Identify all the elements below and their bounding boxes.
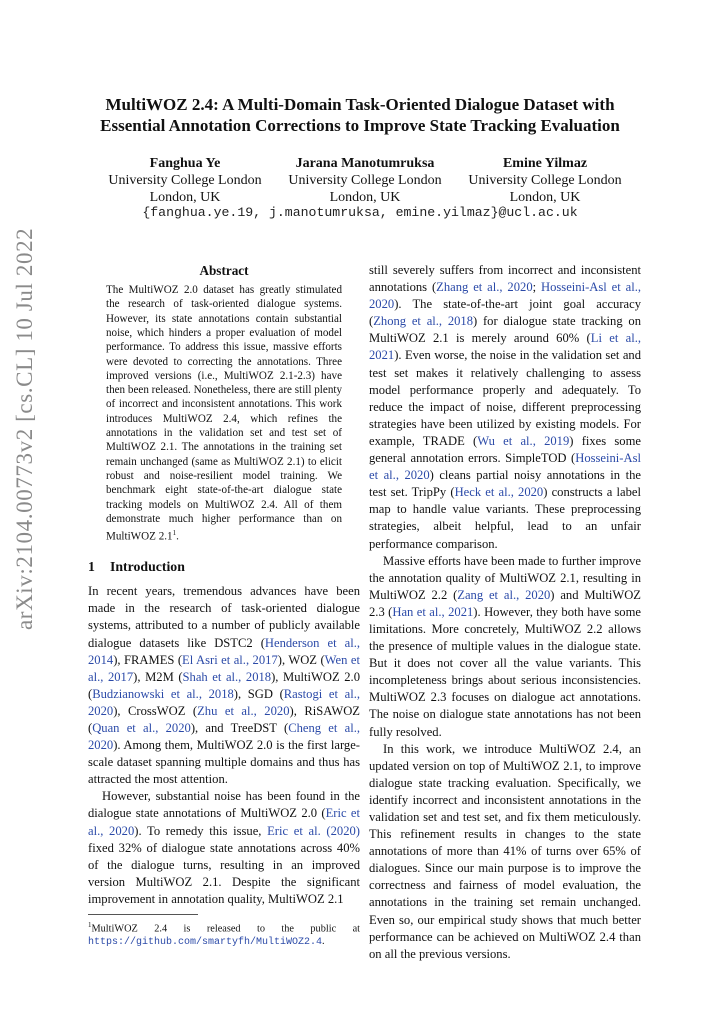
author-location: London, UK: [149, 190, 221, 205]
abstract-body: The MultiWOZ 2.0 dataset has greatly stimulated the research of task-oriented dialogue systems. However, its state annotations contain substantial noise, which hinders a proper evaluation of model performance. To address this issue, massive efforts were devoted to correcting the annotations. Three improved versions (i.e., MultiWOZ 2.1-2.3) have then been released. Nonetheless, there are still plenty of incorrect and inconsistent annotations. This work introduces MultiWOZ 2.4, which refines the annotations in the validation set and test set of MultiWOZ 2.1. The annotations in the training set remain unchanged (same as MultiWOZ 2.1) to elicit robust and noise-resilient model training. We benchmark eight state-of-the-art dialogue state tracking models on MultiWOZ 2.4. All of them demonstrate much higher performance than on MultiWOZ $2.1^1$.: [106, 284, 342, 543]
right-paragraph-3: [369, 741, 641, 963]
paragraph-text: ), CrossWOZ (: [113, 703, 198, 718]
title-line-1: MultiWOZ 2.4: A Multi-Domain Task-Oriented Dialogue Dataset with: [105, 95, 615, 114]
paragraph-text: ). Among them, MultiWOZ 2.0 is the first large-scale dataset spanning multiple domains and thus has attracted the most attention.: [88, 738, 360, 787]
author-1: [95, 155, 275, 206]
citation-link[interactable]: Hosseini-Asl et al., 2020: [369, 451, 641, 483]
paragraph-text: ), MultiWOZ 2.0 (: [88, 669, 360, 701]
citation-link[interactable]: Han et al., 2021: [392, 604, 474, 619]
citation-link[interactable]: Quan et al., 2020: [92, 720, 191, 735]
citation-link[interactable]: Wu et al., 2019: [477, 433, 570, 448]
paragraph-text: However, substantial noise has been found in the dialogue state annotations of MultiWOZ 2.0 (: [88, 789, 360, 821]
citation-link[interactable]: Eric et al., 2020: [88, 806, 360, 838]
citation-link[interactable]: Zang et al., 2020: [457, 587, 551, 602]
paragraph-text: ), and TreeDST (: [190, 720, 289, 735]
citation-link[interactable]: Zhang et al., 2020: [436, 280, 533, 295]
footnote-divider: [88, 914, 198, 915]
footnote-ref[interactable]: 1: [172, 529, 177, 538]
paragraph-text: ), RiSAWOZ (: [88, 703, 360, 735]
paragraph-text: Massive efforts have been made to further improve the annotation quality of MultiWOZ 2.1, resulting in MultiWOZ 2.2 (: [369, 553, 641, 602]
citation-link[interactable]: El Asri et al., 2017: [182, 652, 278, 667]
footnote-text: MultiWOZ 2.4 is released to the public at: [91, 923, 360, 935]
citation-link[interactable]: Shah et al., 2018: [182, 669, 272, 684]
paragraph-text: ) and MultiWOZ 2.3 (: [369, 587, 641, 619]
paragraph-text: fixed 32% of dialogue state annotations across 40% of the dialogue turns, resulting in an improved version MultiWOZ 2.1. Despite the significant improvement in annotation quality, MultiWOZ 2.1: [88, 840, 360, 906]
citation-link[interactable]: Hosseini-Asl et al., 2020: [369, 280, 642, 312]
author-affiliation: University College London: [108, 173, 262, 188]
right-paragraph-2: [369, 553, 641, 741]
footnote: [88, 919, 360, 949]
author-name: Jarana Manotumruksa: [295, 156, 435, 171]
citation-link[interactable]: Budzianowski et al., 2018: [92, 686, 234, 701]
author-2: [275, 155, 455, 206]
paragraph-text: still severely suffers from incorrect and inconsistent annotations (: [369, 263, 641, 295]
footnote-mark: 1: [88, 921, 92, 929]
left-column: [88, 262, 360, 949]
paragraph-text: ). The state-of-the-art joint goal accuracy (: [369, 297, 641, 329]
intro-paragraph-1: [88, 583, 360, 788]
author-location: London, UK: [329, 190, 401, 205]
citation-link[interactable]: Henderson et al., 2014: [88, 635, 360, 667]
author-3: [455, 155, 635, 206]
citation-link[interactable]: Eric et al. (2020): [267, 823, 360, 838]
section-heading: [88, 558, 360, 575]
abstract-heading: Abstract: [199, 263, 249, 278]
citation-link[interactable]: Wen et al., 2017: [88, 652, 360, 684]
paragraph-text: ) cleans partial noisy annotations in the test set. TripPy (: [369, 468, 641, 500]
paragraph-text: ), FRAMES (: [113, 652, 183, 667]
intro-paragraph-2: [88, 788, 360, 908]
paragraph-text: ), M2M (: [133, 669, 183, 684]
paper-title: [60, 94, 660, 136]
citation-link[interactable]: Cheng et al., 2020: [88, 720, 360, 753]
paragraph-text: ;: [532, 280, 542, 295]
citation-link[interactable]: Heck et al., 2020: [454, 485, 544, 500]
citation-link[interactable]: Zhu et al., 2020: [197, 703, 290, 718]
author-name: Fanghua Ye: [149, 156, 221, 171]
section-number: 1: [88, 559, 95, 575]
footnote-url-link[interactable]: https://github.com/smartyfh/MultiWOZ2.4: [88, 937, 323, 949]
author-name: Emine Yilmaz: [502, 156, 588, 171]
paragraph-text: ) constructs a label map to handle value variants. These preprocessing strategies, albeit helpful, lead to an unfair performance comparison.: [369, 485, 641, 551]
paragraph-text: ) for dialogue state tracking on MultiWOZ 2.1 is merely around 60% (: [369, 314, 641, 346]
author-emails: {fanghua.ye.19, j.manotumruksa, emine.yilmaz}@ucl.ac.uk: [142, 205, 578, 220]
author-affiliation: University College London: [288, 173, 442, 188]
paragraph-text: In recent years, tremendous advances have been made in the research of task-oriented dialogue systems, attributed to a number of publicly available dialogue datasets like DSTC2 (: [88, 584, 360, 650]
paragraph-text: ) fixes some general annotation errors. SimpleTOD (: [369, 433, 641, 466]
section-title: Introduction: [110, 559, 185, 575]
paragraph-text: ). To remedy this issue,: [134, 823, 268, 838]
citation-link[interactable]: Li et al., 2021: [369, 331, 641, 363]
right-paragraph-1: [369, 262, 641, 553]
abstract-text: The MultiWOZ 2.0 dataset has greatly stimulated the research of task-oriented dialogue systems. However, its state annotations contain substantial noise, which hinders a proper evaluation of model performance. To address this issue, massive efforts were devoted to correcting the annotations. Three improved versions (i.e., MultiWOZ 2.1-2.3) have then been released. Nonetheless, there are still plenty of incorrect and inconsistent annotations. This work introduces MultiWOZ 2.4, which refines the annotations in the validation set and test set of MultiWOZ 2.1. The annotations in the training set remain unchanged (same as MultiWOZ 2.1) to elicit robust and noise-resilient model training. We benchmark eight state-of-the-art dialogue state tracking models on MultiWOZ 2.4. All of them demonstrate much higher performance than on MultiWOZ 2.1: [106, 284, 342, 543]
citation-link[interactable]: Rastogi et al., 2020: [88, 686, 360, 718]
author-affiliation: University College London: [468, 173, 622, 188]
paragraph-text: ). However, they both have some limitations. More concretely, MultiWOZ 2.2 allows the presence of multiple values in the dialogue state. But it does not cover all the value variants. This incompleteness brings about serious inconsistencies. MultiWOZ 2.3 focuses on dialogue act annotations. The noise on dialogue state annotations has not been fully resolved.: [369, 604, 641, 739]
paragraph-text: In this work, we introduce MultiWOZ 2.4, an updated version on top of MultiWOZ 2.1, to improve dialogue state tracking evaluation. Specifically, we identify incorrect and inconsistent annotations in the validation set and test set, and fix them meticulously. This refinement results in changes to the state annotations of more than 41% of turns over 65% of dialogues. Since our main purpose is to improve the correctness and fairness of model evaluation, the annotations in the training set remain unchanged. Even so, our empirical study shows that much better performance can be achieved on MultiWOZ 2.4 than on all the previous versions.: [369, 741, 641, 961]
right-column: [369, 262, 641, 963]
author-location: London, UK: [509, 190, 581, 205]
paragraph-text: ), SGD (: [233, 686, 284, 701]
citation-link[interactable]: Zhong et al., 2018: [373, 314, 474, 329]
footnote-end: .: [322, 936, 325, 948]
paragraph-text: ). Even worse, the noise in the validation set and test set makes it relatively challenging to assess model performance properly and adequately. To reduce the impact of noise, different preprocessing strategies have been utilized by existing models. For example, TRADE (: [369, 348, 641, 448]
arxiv-identifier-stamp: arXiv:2104.00773v2 [cs.CL] 10 Jul 2022: [12, 227, 37, 630]
paragraph-text: ), WOZ (: [277, 652, 325, 667]
title-line-2: Essential Annotation Corrections to Improve State Tracking Evaluation: [100, 116, 620, 135]
